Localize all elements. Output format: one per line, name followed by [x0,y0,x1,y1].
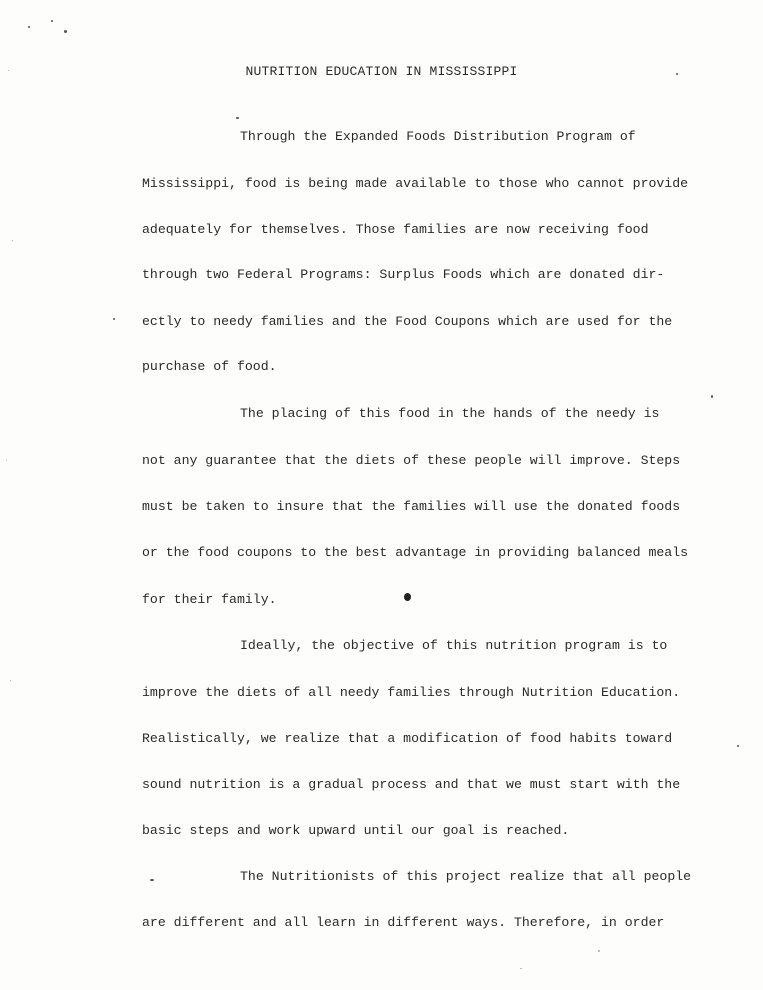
text-line: Realistically, we realize that a modification of food habits toward [142,731,673,746]
text-line: not any guarantee that the diets of these people will improve. Steps [142,453,681,468]
text-line: are different and all learn in different ways. Therefore, in order [142,915,665,930]
scan-speck [676,73,678,75]
text-line: adequately for themselves. Those families are now receiving food [142,222,649,237]
text-line: sound nutrition is a gradual process and that we must start with the [142,777,681,792]
ink-blot [404,593,411,601]
scan-speck [28,26,30,28]
scan-speck [8,70,9,71]
scan-speck [113,318,115,320]
text-line: through two Federal Programs: Surplus Foods which are donated dir- [142,267,665,282]
text-line: Mississippi, food is being made available to those who cannot provide [142,176,689,191]
scan-speck [10,680,11,681]
scan-speck [150,879,154,881]
scan-speck [12,240,13,241]
scan-speck [51,20,53,22]
text-line: basic steps and work upward until our goal is reached. [142,823,570,838]
text-line: Through the Expanded Foods Distribution Program of [240,129,636,144]
text-line: or the food coupons to the best advantage in providing balanced meals [142,545,689,560]
text-line: purchase of food. [142,359,277,374]
text-line: must be taken to insure that the families will use the donated foods [142,499,681,514]
scan-speck [520,968,522,969]
scan-speck [737,745,739,747]
document-title: NUTRITION EDUCATION IN MISSISSIPPI [245,64,518,79]
scan-speck [598,950,600,952]
text-line: improve the diets of all needy families through Nutrition Education. [142,685,681,700]
text-line: ectly to needy families and the Food Coupons which are used for the [142,314,673,329]
text-line: The placing of this food in the hands of the needy is [240,406,660,421]
text-line: The Nutritionists of this project realize that all people [240,869,692,884]
text-line: Ideally, the objective of this nutrition program is to [240,638,668,653]
scan-speck [711,395,713,398]
scan-speck [64,30,67,33]
text-line: for their family. [142,592,277,607]
scan-speck [6,460,7,461]
scan-speck [236,117,239,119]
